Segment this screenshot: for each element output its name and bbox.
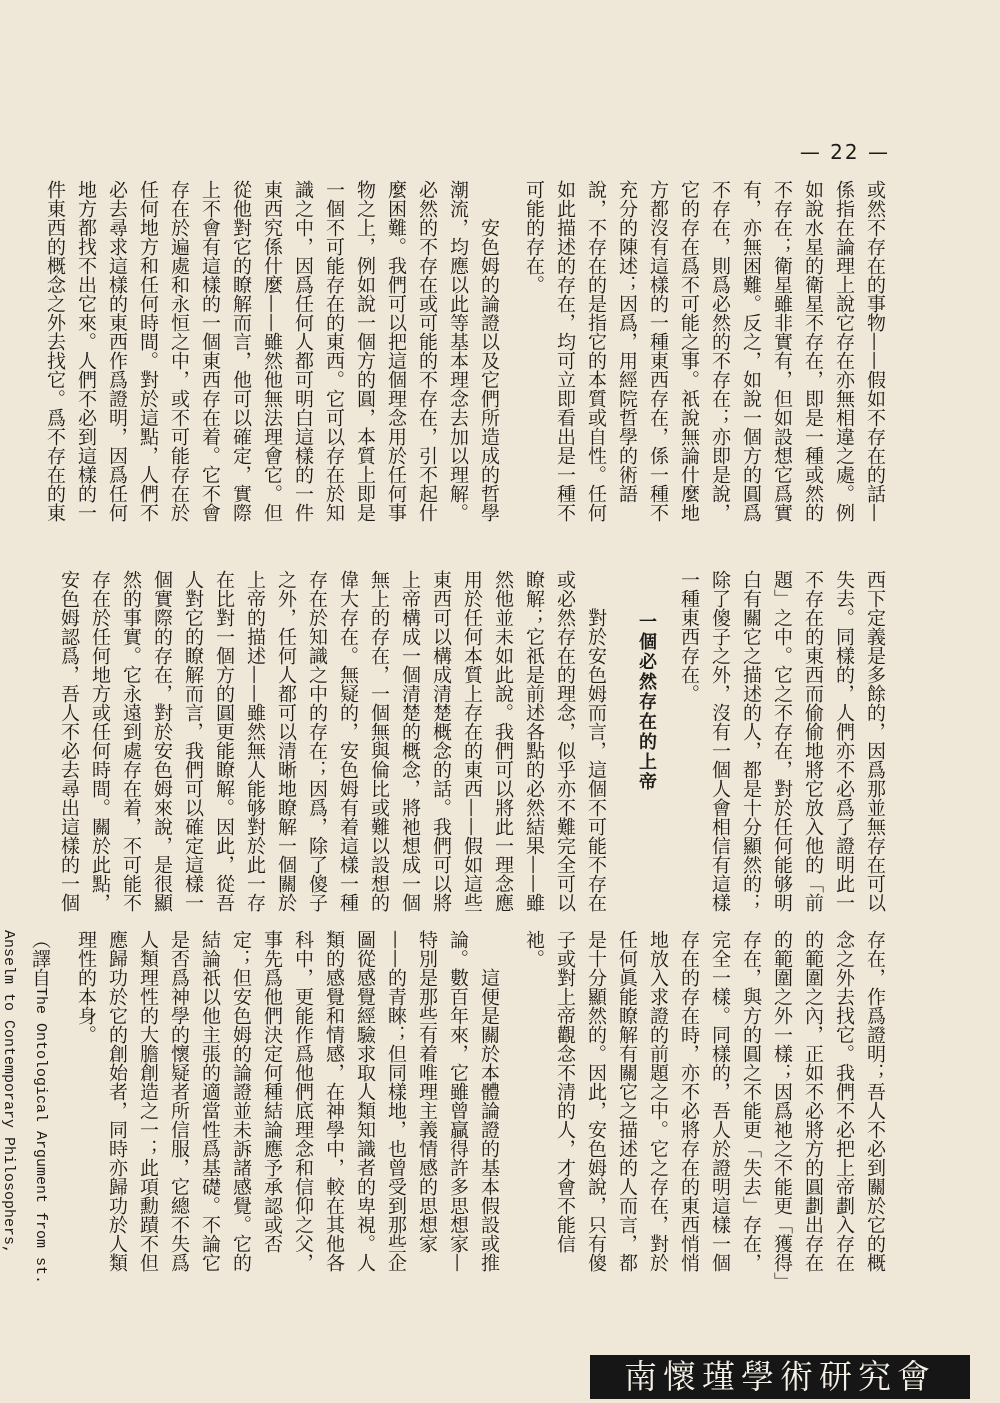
section-heading: 一個必然存在的上帝 [636, 612, 657, 792]
text-tier-top [44, 180, 890, 540]
text-tier-middle [58, 570, 890, 925]
translation-note [0, 930, 56, 1285]
paragraph-conclusion: 這便是關於本體論證的基本假設或推論。數百年來，它雖曾贏得許多思想家—特別是那些有着唯理主義情感的思想家——的青睞；但同樣地，也曾受到那些企圖從感覺經驗求取人類知識者的卑視。人類的感覺和情感，在神學中，較在其他各科中，更能作爲他們底理念和信仰之父，事先爲他們決定何種結論應予承認或否定；但安色姆的論證並未訴諸感覺。它的結論祇以他主張的適當性爲基礎。不論它是否爲神學的懷疑者所信服，它總不失爲人類理性的大膽創造之一；此項勳蹟不但應歸功於它的創始者，同時亦歸功於人類理性的本身。 [75, 930, 500, 1272]
paragraph-definition-superfluous: 西下定義是多餘的，因爲那並無存在可以失去。同樣的，人們亦不必爲了證明此一不存在的東西而偷偷地將它放入他的「前題」之中。它之不存在，對於任何能够明白有關它之描述的人，都是十分顯然的；除了傻子之外，沒有一個人會相信有這樣一種東西存在。 [678, 570, 886, 912]
text-tier-bottom [0, 930, 890, 1285]
page-number: — 22 — [799, 140, 890, 164]
watermark-banner: 南懷瑾學術研究會 [590, 1355, 970, 1399]
paragraph-existence-proof: 存在，作爲證明；吾人不必到關於它的概念之外去找它。我們不必把上帝劃入存在的範圍之內，正如不必將方的圓劃出存在的範圍之外一樣；因爲祂之不能更「獲得」存在，與方的圓之不能更「失去」存在，完全一樣。同樣的，吾人於證明這樣一個存在的存在時，亦不必將存在的東西悄悄地放入求證的前題之中。它之存在，對於任何眞能瞭解有關它之描述的人而言，都是十分顯然的。因此，安色姆說，只有傻子或對上帝觀念不清的人，才會不能信祂。 [523, 930, 886, 1282]
note-prefix: （譯自 [29, 930, 51, 987]
paragraph-contingent-nonexistence: 或然不存在的事物——假如不存在的話—係指在論理上說它存在亦無相違之處。例如說水星的衛星不存在，即是一種或然的不存在；衛星雖非實有，但如設想它爲實有，亦無困難。反之，如說一個方的圓爲不存在，則爲必然的不存在；亦即是說，它的存在爲不可能之事。祇說無論什麼地方都沒有這樣的一種東西存在，係一種不充分的陳述；因爲，用經院哲學的術語說，不存在的是指它的本質或自性。任何如此描述的存在，均可立即看出是一種不可能的存在。 [523, 180, 886, 522]
paragraph-necessary-existence: 對於安色姆而言，這個不可能不存在或必然存在的理念，似乎亦不難完全可以瞭解；它祇是前述各點的必然結果——雖然他並未如此說。我們可以將此一理念應用於任何本質上存在的東西——假如這些東西可以構成清楚概念的話。我們可以將上帝構成一個清楚的概念，將祂想成一個無上的存在，一個無與倫比或難以設想的偉大存在。無疑的，安色姆有着這樣一種存在於知識之中的存在；因爲，除了傻子之外，任何人都可以清晰地瞭解一個關於上帝的描述——雖然無人能够對於此一存在比對一個方的圓更能瞭解。因此，從吾人對它的瞭解而言，我們可以確定這樣一個實際的存在，對於安色姆來說，是很顯然的事實。它永遠到處存在着，不可能不存在於任何地方或任何時間。關於此點，安色姆認爲，吾人不必去尋出這樣的一個 [58, 570, 607, 912]
note-source-english: The Ontological Argument from st. Anselm to Contemporary Philosophers, [0, 930, 49, 1285]
paragraph-anselm-argument: 安色姆的論證以及它們所造成的哲學潮流，均應以此等基本理念去加以理解。必然的不存在或可能的不存在，引不起什麼困難。我們可以把這個理念用於任何事物之上，例如說一個方的圓，本質上即是一個不可能存在的東西。它可以存在於知識之中，因爲任何人都可明白這樣的一件東西究係什麼——雖然他無法理會它。但從他對它的瞭解而言，他可以確定，實際上不會有這樣的一個東西存在着。它不會存在於遍處和永恒之中，或不可能存在於任何地方和任何時間。對於這點，人們不必去尋求這樣的東西作爲證明，因爲任何地方都找不出它來。人們不必到這樣的一件東西的概念之外去找它。爲不存在的東 [44, 180, 500, 522]
